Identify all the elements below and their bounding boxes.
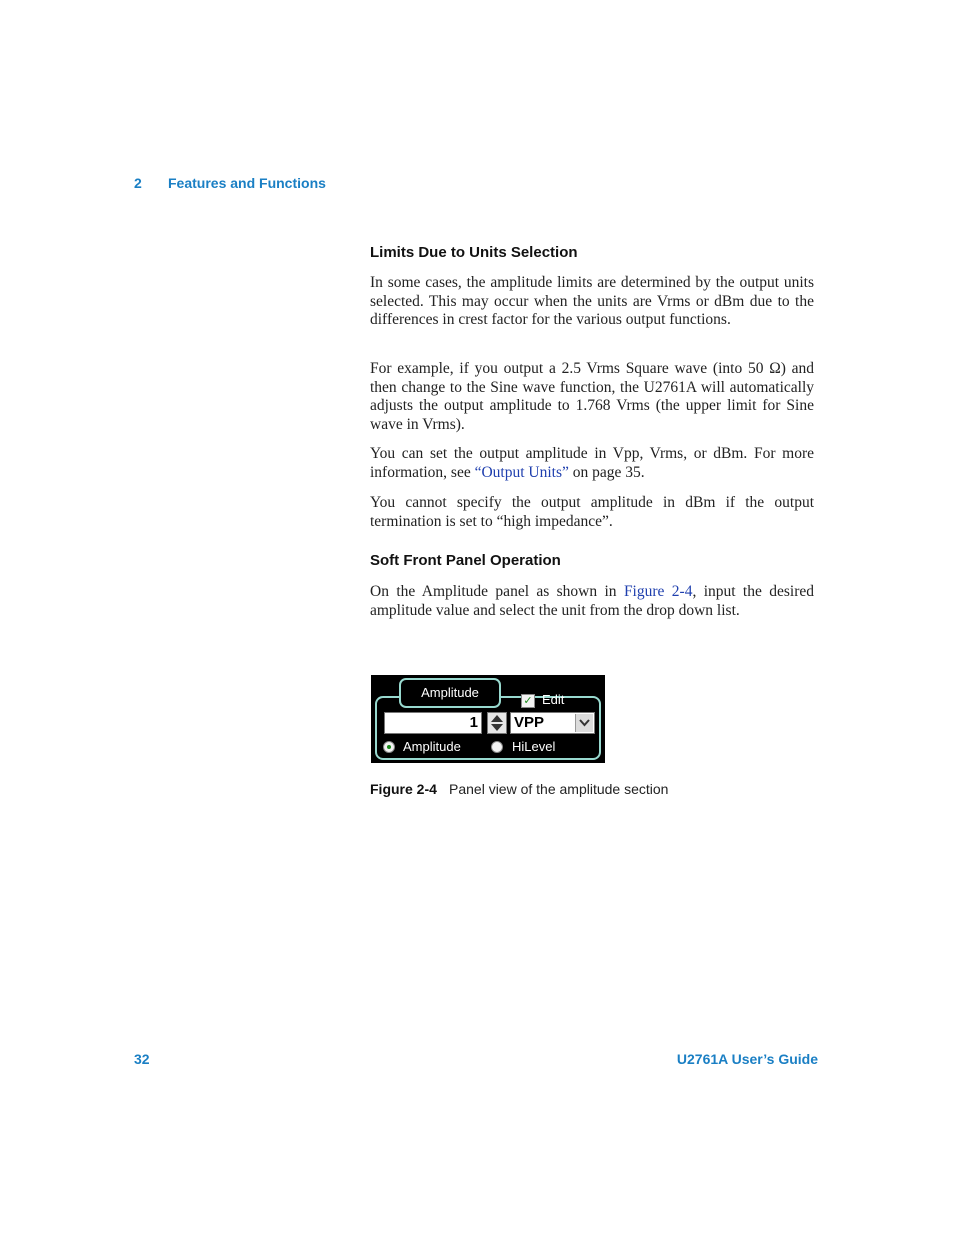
spinner-arrows-icon xyxy=(490,714,504,732)
chevron-down-icon xyxy=(579,719,590,727)
paragraph-panel-operation xyxy=(370,583,814,620)
page-number: 32 xyxy=(134,1051,150,1067)
dropdown-button[interactable] xyxy=(575,714,593,732)
section-heading-limits: Limits Due to Units Selection xyxy=(370,244,578,261)
paragraph-dbm-note: You cannot specify the output amplitude in dBm if the output termination is set to “high impedance”. xyxy=(370,494,814,530)
unit-dropdown-value: VPP xyxy=(514,714,545,731)
figure-2-4-link[interactable]: Figure 2-4 xyxy=(623,583,693,600)
guide-title: U2761A User’s Guide xyxy=(676,1051,818,1067)
amplitude-radio-label: Amplitude xyxy=(403,739,461,754)
chapter-title: Features and Functions xyxy=(168,175,326,191)
amplitude-panel xyxy=(371,675,605,763)
amplitude-spinner[interactable] xyxy=(487,712,507,734)
hilevel-radio-label: HiLevel xyxy=(512,739,556,754)
figure-caption: Panel view of the amplitude section xyxy=(449,781,669,797)
text-segment: , input the desired amplitude value and select the unit from the drop down list. xyxy=(370,583,814,619)
radio-selected-dot xyxy=(387,745,391,749)
output-units-link[interactable]: “Output Units” xyxy=(474,463,569,481)
amplitude-value-input[interactable]: 1 xyxy=(384,712,482,734)
text-segment: On the Amplitude panel as shown in xyxy=(370,583,624,600)
amplitude-tab-label: Amplitude xyxy=(399,678,501,708)
hilevel-radio[interactable] xyxy=(491,741,503,753)
paragraph-set-amplitude xyxy=(370,445,814,482)
paragraph-limits-intro: In some cases, the amplitude limits are determined by the output units selected. This may occur when the units are Vrms or dBm due to the differences in crest factor for the various output functions. xyxy=(370,274,814,329)
paragraph-example: For example, if you output a 2.5 Vrms Square wave (into 50 Ω) and then change to the Sine wave function, the U2761A will automatically adjusts the output amplitude to 1.768 Vrms (the upper limit for Sine wave in Vrms). xyxy=(370,360,814,434)
amplitude-radio[interactable] xyxy=(383,741,395,753)
figure-label: Figure 2-4 xyxy=(370,781,437,797)
edit-checkbox[interactable] xyxy=(521,694,535,708)
unit-dropdown[interactable] xyxy=(510,712,595,734)
edit-label: Edit xyxy=(542,692,565,707)
chapter-number: 2 xyxy=(134,175,142,191)
text-segment: You can set the output amplitude in Vpp, Vrms, or dBm. For more information, see xyxy=(370,445,814,481)
section-heading-soft-panel: Soft Front Panel Operation xyxy=(370,552,561,569)
text-segment: on page 35. xyxy=(568,463,645,481)
check-icon: ✓ xyxy=(523,695,533,707)
